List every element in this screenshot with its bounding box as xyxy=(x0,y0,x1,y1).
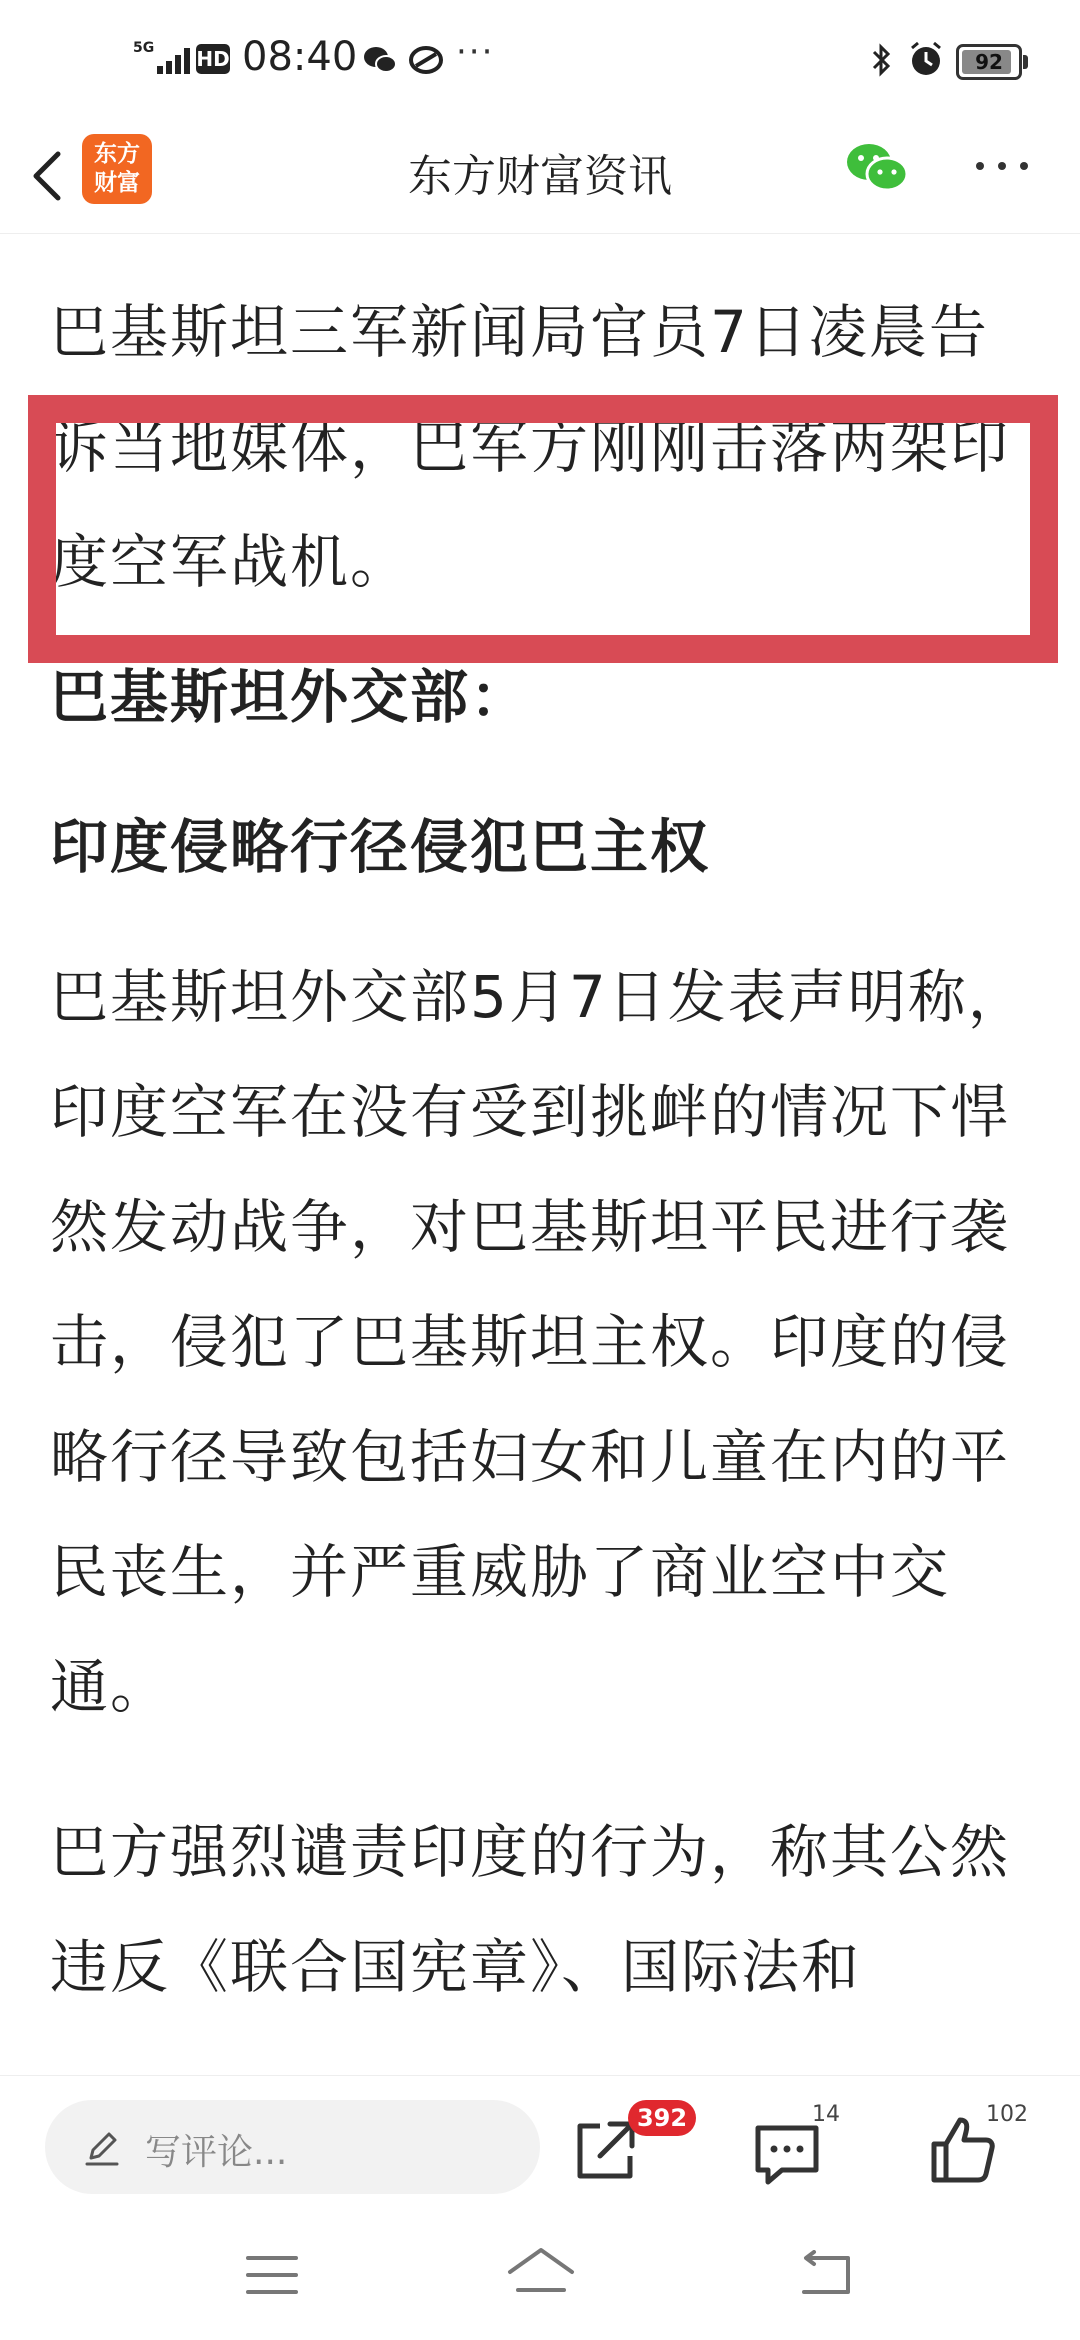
signal-icon xyxy=(133,38,205,78)
bottom-action-bar xyxy=(0,2075,1080,2221)
home-icon[interactable] xyxy=(506,2246,576,2300)
battery-cap xyxy=(1023,55,1028,69)
logo-line-2: 财富 xyxy=(94,170,140,196)
battery-indicator xyxy=(956,44,1022,80)
recent-apps-icon[interactable] xyxy=(244,2250,300,2300)
app-notification-icon xyxy=(408,44,444,76)
alarm-icon xyxy=(908,40,944,78)
pencil-icon xyxy=(83,2128,123,2168)
article-paragraph: 巴基斯坦外交部5月7日发表声明称，印度空军在没有受到挑衅的情况下悍然发动战争，对巴基斯坦平民进行袭击，侵犯了巴基斯坦主权。印度的侵略行径导致包括妇女和儿童在内的平民丧生，并严重威胁了商业空中交通。 xyxy=(50,963,1028,1721)
logo-line-1: 东方 xyxy=(94,141,140,167)
comment-icon[interactable] xyxy=(752,2118,822,2188)
more-options-icon[interactable] xyxy=(972,156,1032,176)
page-title: 东方财富资讯 xyxy=(408,151,672,202)
like-count: 102 xyxy=(986,2102,1028,2127)
more-notifications-icon: ··· xyxy=(456,32,495,72)
svg-text:5G: 5G xyxy=(133,40,155,56)
article-paragraph: 巴方强烈谴责印度的行为，称其公然违反《联合国宪章》、国际法和 xyxy=(50,1818,1011,2001)
system-back-icon[interactable] xyxy=(796,2250,852,2300)
status-bar xyxy=(0,0,1080,118)
top-nav-bar xyxy=(0,118,1080,234)
comment-input[interactable] xyxy=(45,2100,540,2194)
comment-count: 14 xyxy=(812,2102,840,2127)
hd-badge: HD xyxy=(196,44,230,74)
article-paragraph: 巴基斯坦三军新闻局官员7日凌晨告诉当地媒体，巴军方刚刚击落两架印度空军战机。 xyxy=(50,298,1011,596)
highlight-annotation-box xyxy=(28,395,1058,663)
battery-percent: 92 xyxy=(975,50,1003,74)
bluetooth-icon xyxy=(870,42,894,78)
share-count-badge: 392 xyxy=(628,2100,696,2136)
system-navigation-bar xyxy=(0,2220,1080,2340)
article-heading: 印度侵略行径侵犯巴主权 xyxy=(50,813,711,881)
status-time: 08:40 xyxy=(242,34,358,80)
wechat-share-icon[interactable] xyxy=(845,140,911,196)
article-heading: 巴基斯坦外交部： xyxy=(50,663,531,731)
comment-placeholder: 写评论... xyxy=(145,2132,288,2173)
wechat-notification-icon xyxy=(362,44,398,76)
